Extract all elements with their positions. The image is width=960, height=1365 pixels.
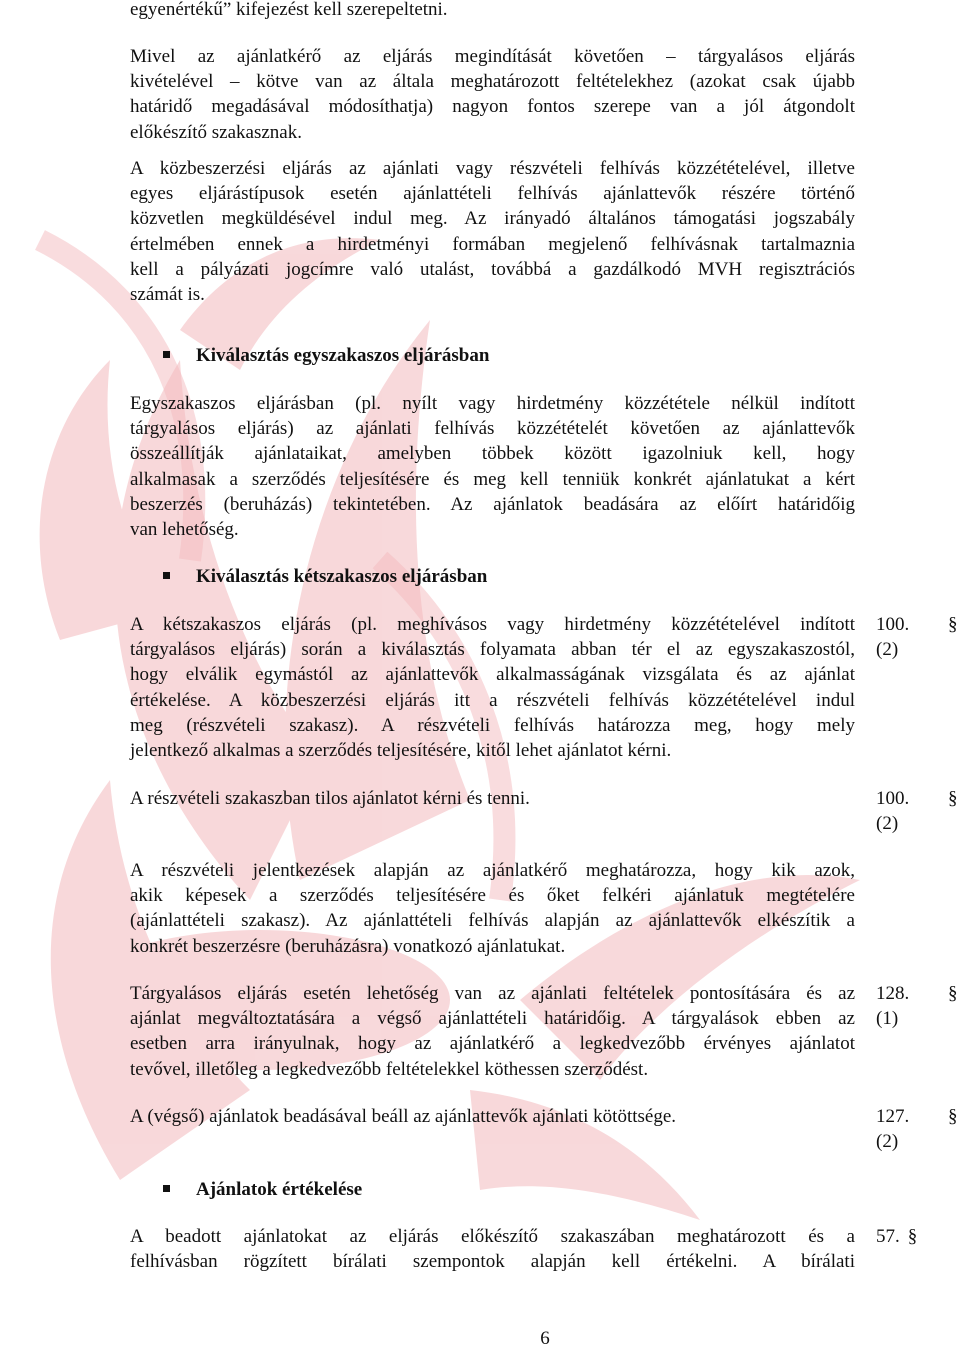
section-sign: § xyxy=(948,983,958,1004)
ref-number: 127. xyxy=(876,1106,910,1127)
section-sign: § xyxy=(907,1226,918,1247)
text-line: összeállítják ajánlataikat, amelyben többek között igazolniuk kell, hogy xyxy=(130,443,855,465)
ref-number: 100. xyxy=(876,614,910,635)
paragraph-9 xyxy=(130,1224,855,1274)
paragraph-4 xyxy=(130,612,855,763)
text-line: értelmében ennek a hirdetményi formában megjelenő felhívásnak tartalmaznia xyxy=(130,233,855,255)
text-line: A beadott ajánlatokat az eljárás előkészítő szakaszában meghatározott és a xyxy=(130,1226,855,1247)
section-sign: § xyxy=(948,614,958,635)
text-line: kivételével – kötve van az általa meghatározott feltételekhez (azokat csak újabb xyxy=(130,71,855,93)
section-sign: § xyxy=(948,1106,958,1127)
text-line: A részvételi jelentkezések alapján az ajánlatkérő meghatározza, hogy kik azok, xyxy=(130,860,855,881)
text-line: Egyszakaszos eljárásban (pl. nyílt vagy hirdetmény közzététele nélkül indított xyxy=(130,393,855,414)
text-line: A kétszakaszos eljárás (pl. meghívásos vagy hirdetmény közzétételével indított xyxy=(130,614,855,635)
page-number: 6 xyxy=(540,1328,550,1349)
text-line: határidő megadásával módosíthatja) nagyon fontos szerepe van a jól átgondolt xyxy=(130,96,855,118)
legal-reference-5 xyxy=(876,1224,926,1249)
text-line: (ajánlattételi szakasz). Az ajánlattételi felhívás alapján az ajánlattevők elkészítik a xyxy=(130,910,855,932)
ref-subsection: (2) xyxy=(876,639,899,661)
legal-reference-1 xyxy=(876,612,926,662)
paragraph-7 xyxy=(130,981,855,1082)
text-line: számát is. xyxy=(130,284,205,306)
paragraph-6 xyxy=(130,858,855,959)
legal-reference-3 xyxy=(876,981,926,1031)
paragraph-5: A részvételi szakaszban tilos ajánlatot kérni és tenni. xyxy=(130,788,530,809)
paragraph-1 xyxy=(130,44,855,145)
text-line: alkalmasak a szerződés teljesítésére és meg kell tenniük konkrét ajánlatukat a kért xyxy=(130,468,855,490)
text-line: ajánlat megváltoztatására a végső ajánlattételi határidőig. A tárgyalások ebben az xyxy=(130,1008,855,1030)
top-line: egyenértékű” kifejezést kell szerepeltetni. xyxy=(130,0,448,20)
ref-subsection: (2) xyxy=(876,1131,899,1153)
text-line: értékelése. A közbeszerzési eljárás itt a részvételi felhívás közzétételével indul xyxy=(130,689,855,711)
text-line: jelentkező alkalmas a szerződés teljesítésére, kitől lehet ajánlatot kérni. xyxy=(130,740,672,762)
text-line: A közbeszerzési eljárás az ajánlati vagy részvételi felhívás közzétételével, illetve xyxy=(130,158,855,179)
text-line: tárgyalásos eljárás) az ajánlati felhívás közzétételét követően az ajánlattevők xyxy=(130,418,855,440)
legal-reference-4 xyxy=(876,1104,926,1154)
text-line: előkészítő szakasznak. xyxy=(130,121,302,143)
text-line: van lehetőség. xyxy=(130,519,239,541)
bullet-square-icon xyxy=(163,351,170,358)
ref-subsection: (1) xyxy=(876,1008,899,1030)
text-line: egyes eljárástípusok esetén ajánlattételi felhívás ajánlattevők részére történő xyxy=(130,183,855,205)
bullet-square-icon xyxy=(163,1185,170,1192)
paragraph-3 xyxy=(130,391,855,542)
text-line: hogy elválik egymástól az ajánlattevők alkalmasságának vizsgálata és az ajánlat xyxy=(130,664,855,686)
text-line: konkrét beszerzésre (beruházásra) vonatkozó ajánlatukat. xyxy=(130,935,566,957)
paragraph-2 xyxy=(130,156,855,307)
text-line: felhívásban rögzített bírálati szempontok alapján kell értékelni. A bírálati xyxy=(130,1251,855,1273)
text-line: tevővel, illetőleg a legkedvezőbb feltételekkel köthessen szerződést. xyxy=(130,1058,649,1080)
section-heading-3: Ajánlatok értékelése xyxy=(196,1179,363,1200)
ref-number: 57. xyxy=(876,1226,900,1247)
text-line: Mivel az ajánlatkérő az eljárás megindítását követően – tárgyalásos eljárás xyxy=(130,46,855,67)
text-line: Tárgyalásos eljárás esetén lehetőség van az ajánlati feltételek pontosítására és az xyxy=(130,983,855,1004)
text-line: meg (részvételi szakasz). A részvételi felhívás határozza meg, hogy mely xyxy=(130,714,855,736)
text-line: beszerzés (beruházás) tekintetében. Az ajánlatok beadására az előírt határidőig xyxy=(130,493,855,515)
section-sign: § xyxy=(948,788,958,809)
section-heading-2: Kiválasztás kétszakaszos eljárásban xyxy=(196,566,488,587)
ref-subsection: (2) xyxy=(876,813,899,835)
text-line: akik képesek a szerződés teljesítésére és őket felkéri ajánlatuk megtételére xyxy=(130,885,855,907)
paragraph-8: A (végső) ajánlatok beadásával beáll az ajánlattevők ajánlati kötöttsége. xyxy=(130,1106,677,1127)
ref-number: 128. xyxy=(876,983,910,1004)
text-line: kell a pályázati jogcímre való utalást, továbbá a gazdálkodó MVH regisztrációs xyxy=(130,258,855,280)
ref-number: 100. xyxy=(876,788,910,809)
legal-reference-2 xyxy=(876,786,926,836)
text-line: tárgyalásos eljárás) során a kiválasztás folyamata abban tér el az egyszakaszostól, xyxy=(130,639,855,661)
text-line: esetben arra irányulnak, hogy az ajánlatkérő a legkedvezőbb érvényes ajánlatot xyxy=(130,1033,855,1055)
bullet-square-icon xyxy=(163,572,170,579)
section-heading-1: Kiválasztás egyszakaszos eljárásban xyxy=(196,345,490,366)
text-line: közvetlen megküldésével indul meg. Az irányadó általános támogatási jogszabály xyxy=(130,208,855,230)
